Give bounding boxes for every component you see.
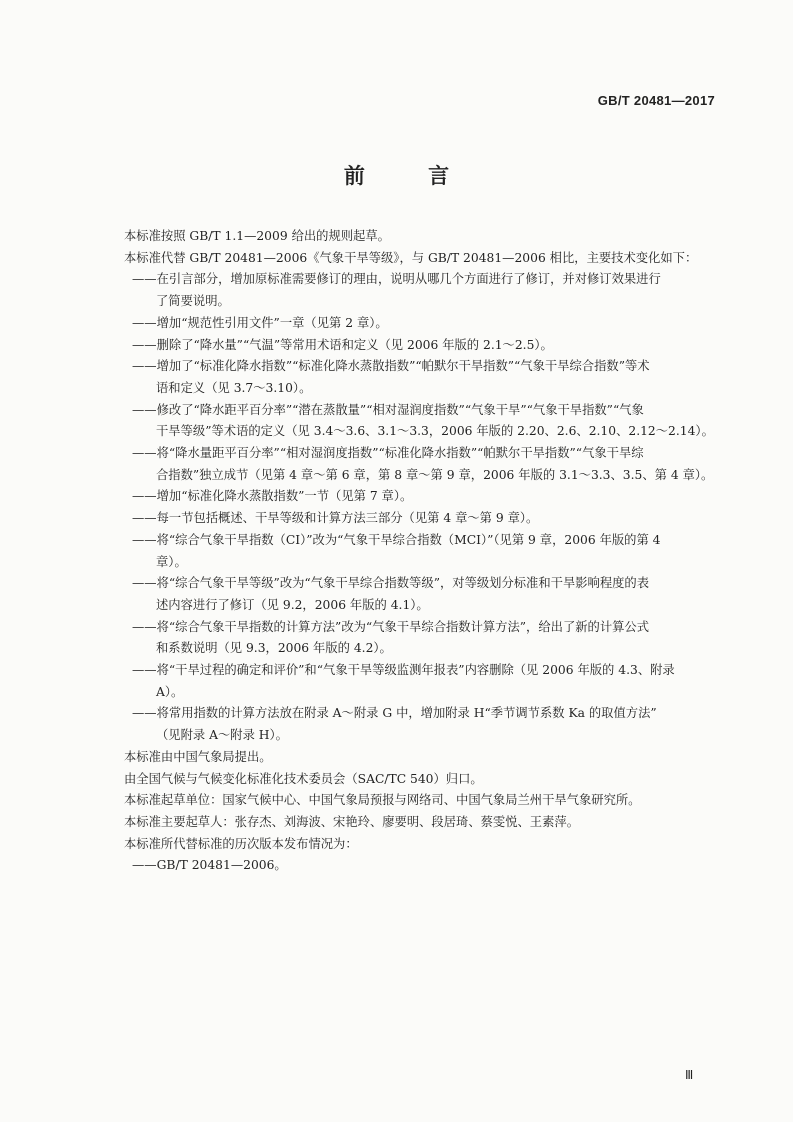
text-line: 本标准主要起草人：张存杰、刘海波、宋艳玲、廖要明、段居琦、蔡雯悦、王素萍。 <box>124 814 579 829</box>
text-line: 章）。 <box>156 554 187 569</box>
text-line: ——将常用指数的计算方法放在附录 A～附录 G 中，增加附录 H“季节调节系数 Ka 的取值方法” <box>132 706 657 721</box>
text-line: 由全国气候与气候变化标准化技术委员会（SAC/TC 540）归口。 <box>124 771 483 786</box>
text-line: 本标准由中国气象局提出。 <box>124 749 272 764</box>
text-line: 本标准按照 GB/T 1.1—2009 给出的规则起草。 <box>124 229 390 243</box>
text-line: 了简要说明。 <box>156 294 230 309</box>
text-line: ——将“综合气象干旱指数（CI）”改为“气象干旱综合指数（MCI）”（见第 9 章，2006 年版的第 4 <box>132 532 661 547</box>
text-line: A）。 <box>156 684 184 699</box>
text-line: ——将“干旱过程的确定和评价”和“气象干旱等级监测年报表”内容删除（见 2006 年版的 4.3、附录 <box>132 663 675 678</box>
text-line: 本标准所代替标准的历次版本发布情况为： <box>124 836 358 851</box>
text-line: ——增加“标准化降水蒸散指数”一节（见第 7 章）。 <box>132 489 413 504</box>
text-line: 语和定义（见 3.7～3.10）。 <box>156 380 312 395</box>
text-line: ——增加“规范性引用文件”一章（见第 2 章）。 <box>132 315 388 330</box>
text-line: ——每一节包括概述、干旱等级和计算方法三部分（见第 4 章～第 9 章）。 <box>132 511 539 526</box>
text-line: 本标准代替 GB/T 20481—2006《气象干旱等级》，与 GB/T 20481—2006 相比，主要技术变化如下： <box>124 250 698 265</box>
text-line: 述内容进行了修订（见 9.2，2006 年版的 4.1）。 <box>156 597 429 612</box>
standard-number: GB/T 20481—2017 <box>597 93 715 108</box>
text-line: ——GB/T 20481—2006。 <box>132 858 287 873</box>
page-title: 前 言 <box>343 164 478 188</box>
text-line: 和系数说明（见 9.3，2006 年版的 4.2）。 <box>156 641 392 656</box>
text-line: ——将“综合气象干旱等级”改为“气象干旱综合指数等级”，对等级划分标准和干旱影响程度的表 <box>132 576 650 591</box>
text-line: ——删除了“降水量”“气温”等常用术语和定义（见 2006 年版的 2.1～2.5）。 <box>132 337 553 352</box>
text-line: 干旱等级”等术语的定义（见 3.4～3.6、3.1～3.3，2006 年版的 2.20、2.6、2.10、2.12～2.14）。 <box>156 424 714 439</box>
text-line: （见附录 A～附录 H）。 <box>156 728 288 743</box>
text-line: ——修改了“降水距平百分率”“潜在蒸散量”“相对湿润度指数”“气象干旱”“气象干旱指数”“气象 <box>132 402 644 417</box>
text-line: 合指数”独立成节（见第 4 章～第 6 章，第 8 章～第 9 章，2006 年版的 3.1～3.3、3.5、第 4 章）。 <box>156 467 714 482</box>
page-number: Ⅲ <box>685 1068 694 1082</box>
text-line: ——在引言部分，增加原标准需要修订的理由，说明从哪几个方面进行了修订，并对修订效果进行 <box>132 272 661 287</box>
foreword-body <box>108 226 716 877</box>
text-line: 本标准起草单位：国家气候中心、中国气象局预报与网络司、中国气象局兰州干旱气象研究所。 <box>124 793 641 808</box>
text-line: ——将“综合气象干旱指数的计算方法”改为“气象干旱综合指数计算方法”，给出了新的计算公式 <box>132 619 650 634</box>
text-line: ——将“降水量距平百分率”“相对湿润度指数”“标准化降水指数”“帕默尔干旱指数”“气象干旱综 <box>132 446 644 461</box>
text-line: ——增加了“标准化降水指数”“标准化降水蒸散指数”“帕默尔干旱指数”“气象干旱综合指数”等术 <box>132 359 650 374</box>
